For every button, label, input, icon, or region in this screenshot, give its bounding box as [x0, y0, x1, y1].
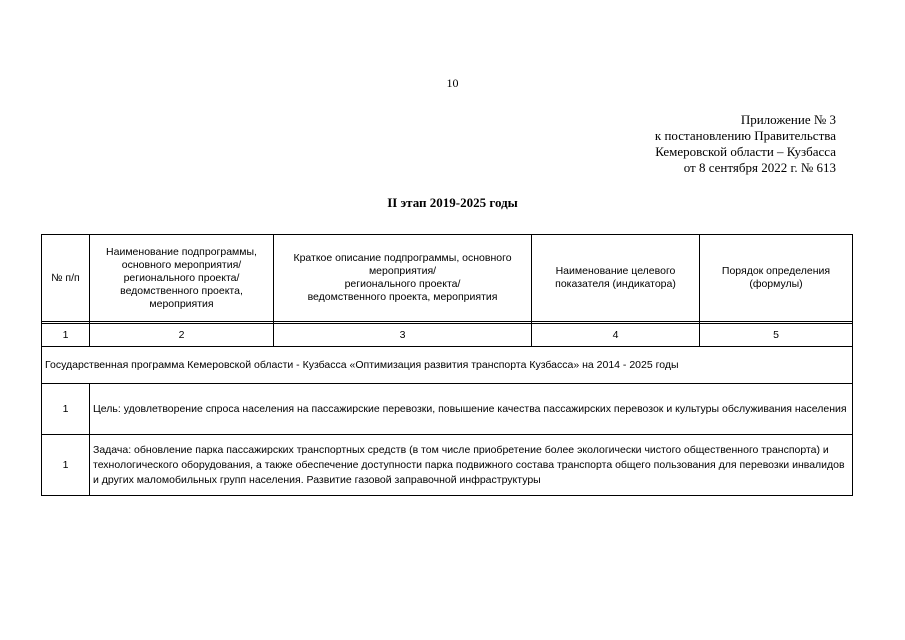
column-number: 2 [90, 324, 274, 347]
header-line: мероприятия/ [368, 265, 437, 277]
header-line: (формулы) [749, 278, 803, 290]
header-line: регионального проекта/ [344, 278, 461, 290]
table-header-row [42, 235, 853, 322]
header-line: Порядок определения [721, 265, 831, 277]
appendix-line: Приложение № 3 [740, 112, 836, 127]
header-line: Краткое описание подпрограммы, основного [293, 252, 512, 264]
header-number: № п/п [42, 235, 90, 322]
program-row [42, 347, 853, 384]
appendix-line: Кемеровской области – Кузбасса [655, 144, 836, 159]
appendix-block [655, 112, 836, 176]
header-indicator-name [532, 235, 700, 322]
goal-text: Цель: удовлетворение спроса населения на пассажирские перевозки, повышение качества пассажирских перевозок и культуры обслуживания населения [90, 384, 853, 435]
column-number: 4 [532, 324, 700, 347]
header-line: регионального проекта/ [123, 271, 240, 284]
column-number: 5 [700, 324, 853, 347]
task-row [42, 435, 853, 496]
header-subprogram-name [90, 235, 274, 322]
header-line: показателя (индикатора) [555, 278, 676, 290]
header-line: основного мероприятия/ [121, 258, 242, 271]
header-line: мероприятия [149, 297, 214, 310]
goal-row [42, 384, 853, 435]
task-index: 1 [42, 435, 90, 496]
stage-title: II этап 2019-2025 годы [387, 195, 518, 210]
program-table [41, 234, 853, 496]
program-title: Государственная программа Кемеровской области - Кузбасса «Оптимизация развития транспорта Кузбасса» на 2014 - 2025 годы [42, 347, 853, 384]
header-line: ведомственного проекта, [120, 284, 243, 297]
task-text: Задача: обновление парка пассажирских транспортных средств (в том числе приобретение более экологически чистого общественного транспорта) и технологического оборудования, а также обеспечение доступности парка подвижного состава транспорта общего пользования для перевозки инвалидов и других маломобильных групп населения. Развитие газовой заправочной инфраструктуры [90, 435, 853, 496]
header-line: Наименование подпрограммы, [106, 245, 257, 258]
header-line: ведомственного проекта, мероприятия [307, 291, 498, 303]
column-number: 3 [274, 324, 532, 347]
goal-index: 1 [42, 384, 90, 435]
header-formula [700, 235, 853, 322]
appendix-line: от 8 сентября 2022 г. № 613 [683, 160, 836, 175]
appendix-line: к постановлению Правительства [654, 128, 836, 143]
column-number: 1 [42, 324, 90, 347]
header-description [274, 235, 532, 322]
header-line: Наименование целевого [555, 265, 676, 277]
page-number: 10 [446, 76, 459, 90]
column-number-row [42, 324, 853, 347]
